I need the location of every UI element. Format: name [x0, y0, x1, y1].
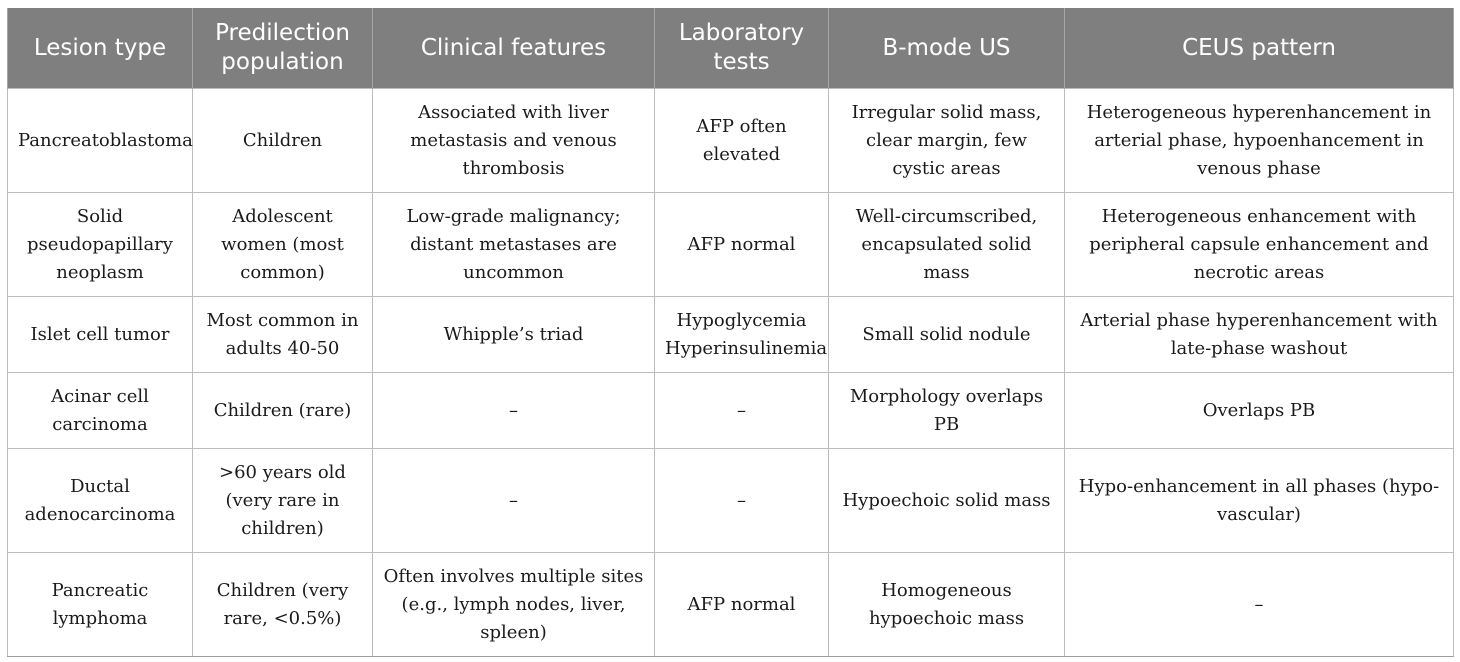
cell-b-mode-us: Irregular solid mass, clear margin, few cystic areas [829, 89, 1065, 193]
header-predilection-population: Predilection population [193, 8, 373, 89]
cell-laboratory-tests: AFP normal [655, 553, 829, 657]
header-lesion-type: Lesion type [8, 8, 193, 89]
table-row [8, 193, 1454, 297]
cell-lesion-type: Ductal adenocarcinoma [8, 449, 193, 553]
header-laboratory-tests: Laboratory tests [655, 8, 829, 89]
header-ceus-pattern: CEUS pattern [1065, 8, 1454, 89]
cell-lesion-type: Pancreatic lymphoma [8, 553, 193, 657]
lesion-comparison-table [7, 8, 1454, 657]
cell-population: >60 years old (very rare in children) [193, 449, 373, 553]
cell-ceus-pattern: Heterogeneous hyperenhancement in arterial phase, hypoenhancement in venous phase [1065, 89, 1454, 193]
cell-clinical-features: Associated with liver metastasis and venous thrombosis [373, 89, 655, 193]
table-row [8, 553, 1454, 657]
cell-b-mode-us: Hypoechoic solid mass [829, 449, 1065, 553]
cell-lesion-type: Islet cell tumor [8, 297, 193, 373]
table-row [8, 89, 1454, 193]
cell-ceus-pattern: Hypo-enhancement in all phases (hypo-vascular) [1065, 449, 1454, 553]
cell-population: Most common in adults 40-50 [193, 297, 373, 373]
cell-clinical-features: – [373, 373, 655, 449]
cell-population: Children (very rare, <0.5%) [193, 553, 373, 657]
cell-laboratory-tests: AFP often elevated [655, 89, 829, 193]
header-b-mode-us: B-mode US [829, 8, 1065, 89]
cell-b-mode-us: Homogeneous hypoechoic mass [829, 553, 1065, 657]
cell-clinical-features: Often involves multiple sites (e.g., lymph nodes, liver, spleen) [373, 553, 655, 657]
cell-ceus-pattern: Arterial phase hyperenhancement with late-phase washout [1065, 297, 1454, 373]
cell-clinical-features: Whipple’s triad [373, 297, 655, 373]
cell-lesion-type: Acinar cell carcinoma [8, 373, 193, 449]
table-row [8, 449, 1454, 553]
cell-ceus-pattern: Heterogeneous enhancement with peripheral capsule enhancement and necrotic areas [1065, 193, 1454, 297]
cell-population: Children (rare) [193, 373, 373, 449]
cell-laboratory-tests: Hypoglycemia Hyperinsulinemia [655, 297, 829, 373]
cell-population: Adolescent women (most common) [193, 193, 373, 297]
table-row [8, 373, 1454, 449]
cell-b-mode-us: Small solid nodule [829, 297, 1065, 373]
header-clinical-features: Clinical features [373, 8, 655, 89]
cell-b-mode-us: Morphology overlaps PB [829, 373, 1065, 449]
cell-lesion-type: Solid pseudopapillary neoplasm [8, 193, 193, 297]
cell-b-mode-us: Well-circumscribed, encapsulated solid mass [829, 193, 1065, 297]
table-header-row [8, 8, 1454, 89]
cell-ceus-pattern: Overlaps PB [1065, 373, 1454, 449]
cell-lesion-type: Pancreatoblastoma [8, 89, 193, 193]
cell-ceus-pattern: – [1065, 553, 1454, 657]
cell-population: Children [193, 89, 373, 193]
cell-laboratory-tests: – [655, 449, 829, 553]
table-row [8, 297, 1454, 373]
cell-clinical-features: – [373, 449, 655, 553]
cell-clinical-features: Low-grade malignancy; distant metastases are uncommon [373, 193, 655, 297]
cell-laboratory-tests: AFP normal [655, 193, 829, 297]
cell-laboratory-tests: – [655, 373, 829, 449]
lesion-comparison-table-wrapper [7, 8, 1453, 657]
